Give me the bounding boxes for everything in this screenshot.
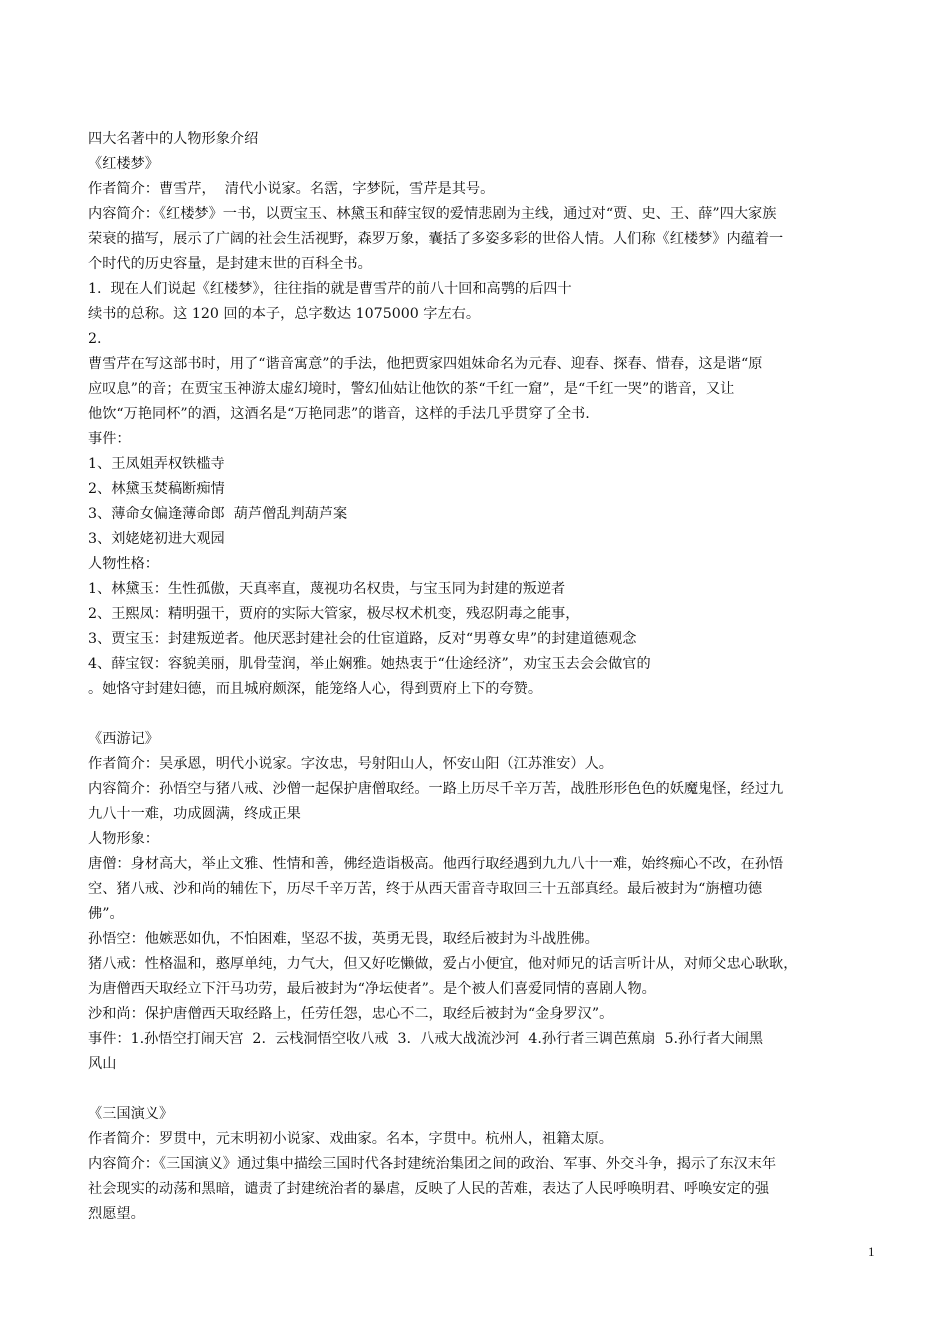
character-item: 猪八戒：性格温和，憨厚单纯，力气大，但又好吃懒做，爱占小便宜，他对师兄的话言听计从，对师父忠心耿耿， (88, 956, 798, 972)
section-sanguoyanyi (88, 1102, 863, 1227)
page-number: 1 (868, 1244, 875, 1259)
content-intro-line: 内容简介：孙悟空与猪八戒、沙僧一起保护唐僧取经。一路上历尽千辛万苦，战胜形形色色的妖魔鬼怪，经过九 (88, 781, 784, 797)
character-item: 3、贾宝玉：封建叛逆者。他厌恶封建社会的仕宦道路，反对“男尊女卑”的封建道德观念 (88, 631, 637, 647)
book-title: 《红楼梦》 (88, 156, 159, 172)
character-item: 。她恪守封建妇德，而且城府颇深，能笼络人心，得到贾府上下的夸赞。 (88, 681, 543, 697)
section-hongloumeng (88, 127, 863, 702)
character-item: 孙悟空：他嫉恶如仇，不怕困难，坚忍不拔，英勇无畏，取经后被封为斗战胜佛。 (88, 931, 599, 947)
event-item: 3、薄命女偏逢薄命郎 葫芦僧乱判葫芦案 (88, 506, 348, 522)
event-item: 1、王凤姐弄权铁槛寺 (88, 456, 225, 472)
text-line: 续书的总称。这 120 回的本子，总字数达 1075000 字左右。 (88, 306, 481, 322)
character-item: 沙和尚：保护唐僧西天取经路上，任劳任怨，忠心不二，取经后被封为“金身罗汉”。 (88, 1006, 614, 1022)
content-intro-line: 烈愿望。 (88, 1206, 145, 1222)
events-line: 事件：1.孙悟空打闹天宫 2. 云栈洞悟空收八戒 3. 八戒大战流沙河 4.孙行者三调芭蕉扇 5.孙行者大闹黑 (88, 1031, 764, 1047)
section-gap (88, 702, 863, 727)
section-gap (88, 1077, 863, 1102)
book-title: 《西游记》 (88, 731, 159, 747)
content-intro-line: 荣衰的描写，展示了广阔的社会生活视野，森罗万象，囊括了多姿多彩的世俗人情。人们称《红楼梦》内蕴着一 (88, 231, 784, 247)
text-line: 他饮“万艳同杯”的酒，这酒名是“万艳同悲”的谐音，这样的手法几乎贯穿了全书. (88, 406, 590, 422)
character-item: 2、王熙凤：精明强干，贾府的实际大管家，极尽权术机变，残忍阴毒之能事， (88, 606, 580, 622)
event-item: 2、林黛玉焚稿断痴情 (88, 481, 225, 497)
character-heading: 人物形象： (88, 831, 159, 847)
content-intro-line: 内容简介：《红楼梦》一书，以贾宝玉、林黛玉和薛宝钗的爱情悲剧为主线，通过对“贾、史、王、薛”四大家族 (88, 206, 777, 222)
events-line: 风山 (88, 1056, 117, 1072)
text-line: 2. (88, 331, 102, 347)
character-item: 唐僧：身材高大，举止文雅、性情和善，佛经造诣极高。他西行取经遇到九九八十一难，始终痴心不改，在孙悟 (88, 856, 784, 872)
text-line: 1. 现在人们说起《红楼梦》，往往指的就是曹雪芹的前八十回和高鹗的后四十 (88, 281, 572, 297)
content-intro-line: 社会现实的动荡和黑暗，谴责了封建统治者的暴虐，反映了人民的苦难，表达了人民呼唤明君、呼唤安定的强 (88, 1181, 770, 1197)
section-xiyouji (88, 727, 863, 1077)
text-line: 曹雪芹在写这部书时，用了“谐音寓意”的手法，他把贾家四姐妹命名为元春、迎春、探春、惜春，这是谐“原 (88, 356, 763, 372)
character-item: 1、林黛玉：生性孤傲，天真率直，蔑视功名权贵，与宝玉同为封建的叛逆者 (88, 581, 566, 597)
event-item: 3、刘姥姥初进大观园 (88, 531, 225, 547)
doc-title: 四大名著中的人物形象介绍 (88, 131, 259, 147)
text-line: 应叹息”的音；在贾宝玉神游太虚幻境时，警幻仙姑让他饮的茶“千红一窟”，是“千红一哭”的谐音，又让 (88, 381, 735, 397)
character-item: 为唐僧西天取经立下汗马功劳，最后被封为“净坛使者”。是个被人们喜爱同情的喜剧人物。 (88, 981, 656, 997)
character-heading: 人物性格： (88, 556, 159, 572)
character-item: 4、薛宝钗：容貌美丽，肌骨莹润，举止娴雅。她热衷于“仕途经济”，劝宝玉去会会做官的 (88, 656, 651, 672)
character-item: 佛”。 (88, 906, 124, 922)
character-item: 空、猪八戒、沙和尚的辅佐下，历尽千辛万苦，终于从西天雷音寺取回三十五部真经。最后被封为“旃檀功德 (88, 881, 763, 897)
document-body (88, 127, 863, 1227)
content-intro-line: 个时代的历史容量，是封建末世的百科全书。 (88, 256, 372, 272)
author-intro: 作者简介：罗贯中，元末明初小说家、戏曲家。名本，字贯中。杭州人，祖籍太原。 (88, 1131, 613, 1147)
author-intro: 作者简介：曹雪芹， 清代小说家。名霑，字梦阮，雪芹是其号。 (88, 181, 495, 197)
book-title: 《三国演义》 (88, 1106, 174, 1122)
content-intro-line: 内容简介：《三国演义》通过集中描绘三国时代各封建统治集团之间的政治、军事、外交斗争，揭示了东汉末年 (88, 1156, 777, 1172)
events-heading: 事件： (88, 431, 131, 447)
content-intro-line: 九八十一难，功成圆满，终成正果 (88, 806, 301, 822)
author-intro: 作者简介：吴承恩，明代小说家。字汝忠，号射阳山人，怀安山阳（江苏淮安）人。 (88, 756, 613, 772)
